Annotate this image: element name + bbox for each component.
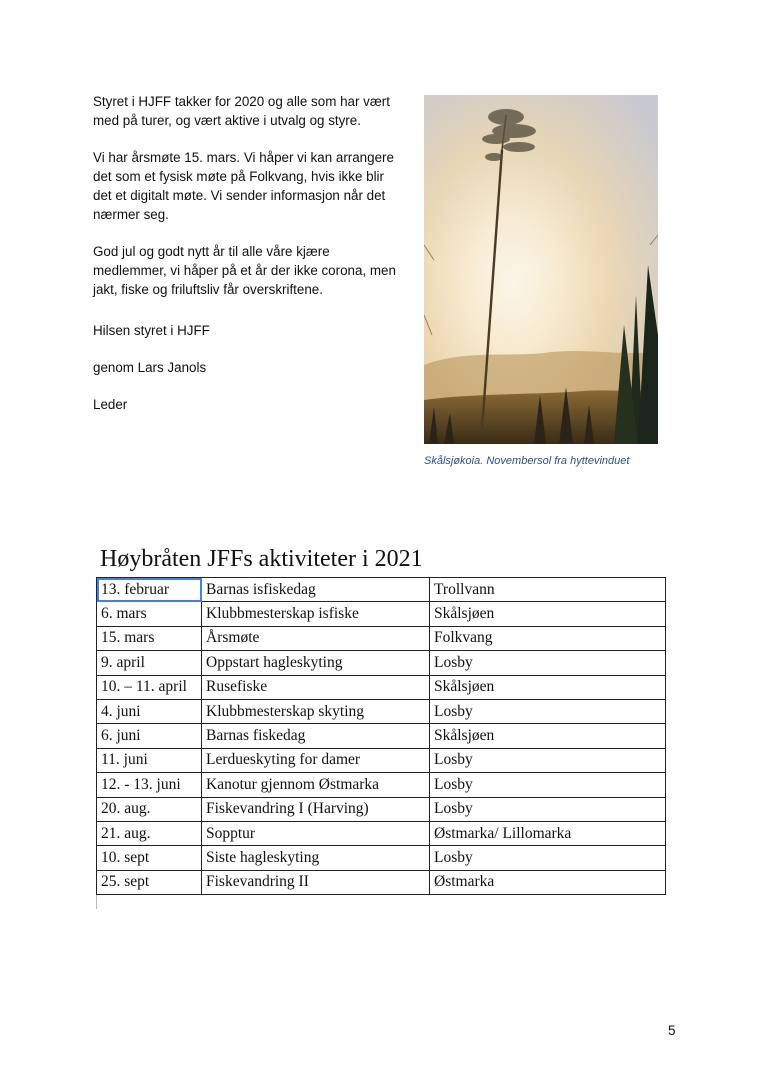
activities-sheet	[96, 542, 668, 909]
date-cell: 25. sept	[97, 870, 202, 894]
activities-title: Høybråten JFFs aktiviteter i 2021	[100, 546, 423, 572]
intro-paragraph-thanks: Styret i HJFF takker for 2020 og alle som har vært med på turer, og vært aktive i utvalg og styre.	[93, 94, 390, 128]
activity-cell: Barnas isfiskedag	[202, 578, 430, 602]
intro-paragraph-greetings: God jul og godt nytt år til alle våre kjære medlemmer, vi håper på et år der ikke corona, men jakt, fiske og friluftsliv får overskriftene.	[93, 244, 396, 297]
date-cell: 4. juni	[97, 699, 202, 723]
table-row	[97, 675, 666, 699]
date-cell: 13. februar	[97, 578, 202, 602]
page-number: 5	[668, 1023, 676, 1038]
date-cell: 12. - 13. juni	[97, 773, 202, 797]
place-cell: Folkvang	[430, 626, 666, 650]
table-row	[97, 748, 666, 772]
date-cell: 10. – 11. april	[97, 675, 202, 699]
date-cell: 10. sept	[97, 846, 202, 870]
activity-cell: Klubbmesterskap isfiske	[202, 602, 430, 626]
place-cell: Skålsjøen	[430, 675, 666, 699]
date-cell: 15. mars	[97, 626, 202, 650]
activity-cell: Fiskevandring I (Harving)	[202, 797, 430, 821]
intro-text	[93, 92, 403, 432]
activity-cell: Sopptur	[202, 821, 430, 845]
table-row	[97, 846, 666, 870]
place-cell: Trollvann	[430, 578, 666, 602]
table-row	[97, 773, 666, 797]
signature-greeting: Hilsen styret i HJFF	[93, 323, 210, 338]
activity-cell: Barnas fiskedag	[202, 724, 430, 748]
signature-role: Leder	[93, 397, 128, 412]
activity-cell: Rusefiske	[202, 675, 430, 699]
place-cell: Østmarka/ Lillomarka	[430, 821, 666, 845]
date-cell: 20. aug.	[97, 797, 202, 821]
intro-paragraph-meeting: Vi har årsmøte 15. mars. Vi håper vi kan arrangere det som et fysisk møte på Folkvang, hvis ikke blir det et digitalt møte. Vi sender informasjon når det nærmer seg.	[93, 150, 394, 222]
sheet-gridline	[96, 895, 668, 909]
place-cell: Østmarka	[430, 870, 666, 894]
place-cell: Losby	[430, 797, 666, 821]
activity-cell: Siste hagleskyting	[202, 846, 430, 870]
place-cell: Losby	[430, 748, 666, 772]
table-row	[97, 870, 666, 894]
table-row	[97, 797, 666, 821]
place-cell: Losby	[430, 846, 666, 870]
activity-cell: Lerdueskyting for damer	[202, 748, 430, 772]
table-row	[97, 602, 666, 626]
photo-caption: Skålsjøkoia. Novembersol fra hyttevinduet	[424, 455, 630, 467]
date-cell: 6. mars	[97, 602, 202, 626]
table-row	[97, 651, 666, 675]
activity-cell: Kanotur gjennom Østmarka	[202, 773, 430, 797]
activity-cell: Oppstart hagleskyting	[202, 651, 430, 675]
signature-name: genom Lars Janols	[93, 360, 207, 375]
sunset-tree-photo	[424, 95, 658, 444]
table-row	[97, 578, 666, 602]
activity-cell: Klubbmesterskap skyting	[202, 699, 430, 723]
date-cell: 6. juni	[97, 724, 202, 748]
date-cell: 11. juni	[97, 748, 202, 772]
activities-table	[96, 577, 666, 895]
date-cell: 9. april	[97, 651, 202, 675]
table-row	[97, 821, 666, 845]
place-cell: Skålsjøen	[430, 602, 666, 626]
place-cell: Losby	[430, 773, 666, 797]
place-cell: Losby	[430, 651, 666, 675]
place-cell: Skålsjøen	[430, 724, 666, 748]
place-cell: Losby	[430, 699, 666, 723]
table-row	[97, 724, 666, 748]
table-row	[97, 699, 666, 723]
activity-cell: Fiskevandring II	[202, 870, 430, 894]
date-cell: 21. aug.	[97, 821, 202, 845]
activity-cell: Årsmøte	[202, 626, 430, 650]
table-row	[97, 626, 666, 650]
